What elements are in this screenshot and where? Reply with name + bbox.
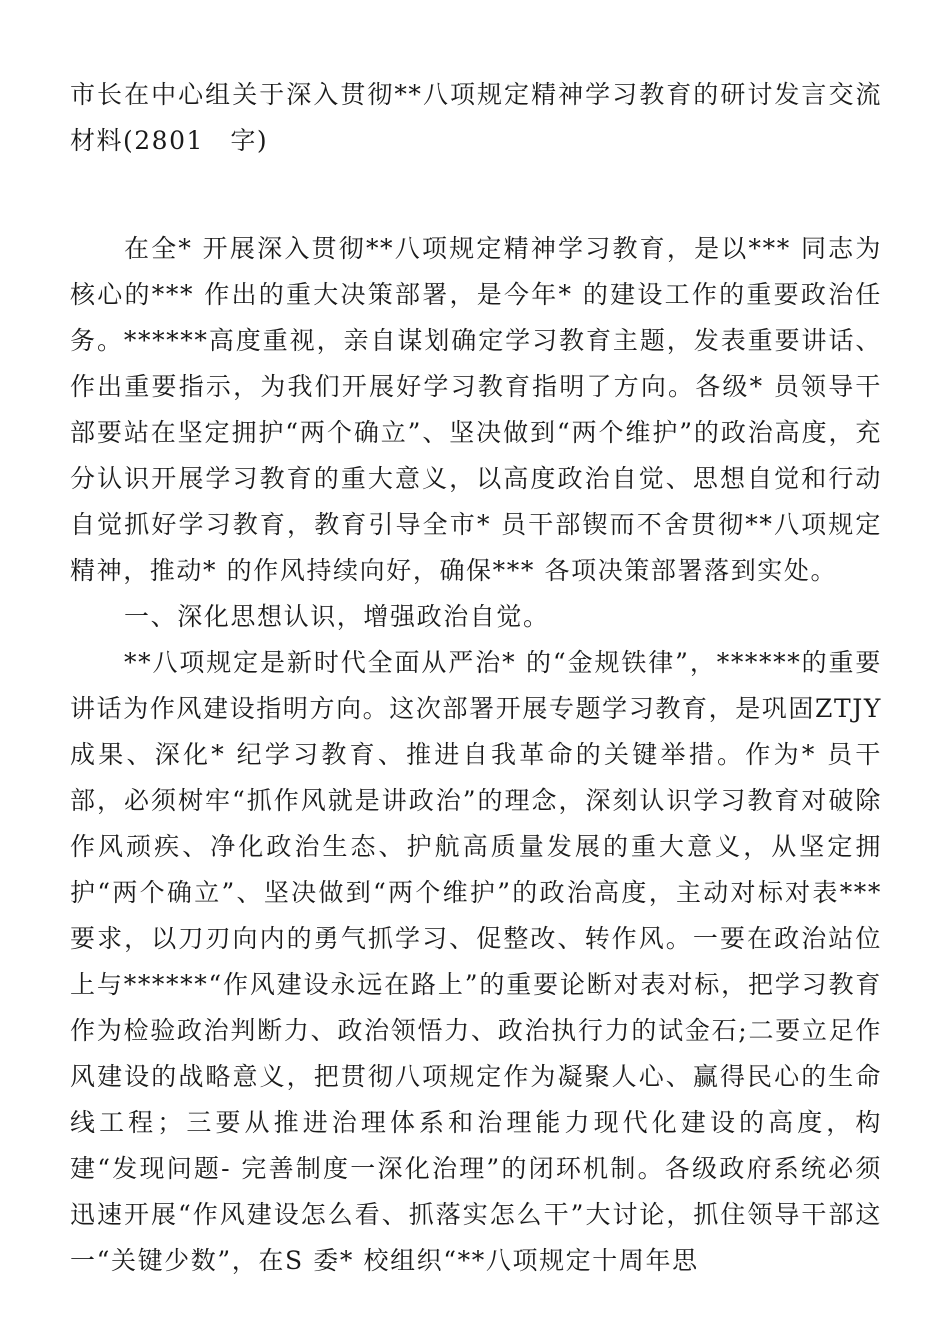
paragraph-intro: 在全* 开展深入贯彻**八项规定精神学习教育，是以*** 同志为核心的*** 作出的重大决策部署，是今年* 的建设工作的重要政治任务。******高度重视，亲自谋划确定学习教育主题，发表重要讲话、作出重要指示，为我们开展好学习教育指明了方向。各级* 员领导干部要站在坚定拥护“两个确立”、坚决做到“两个维护”的政治高度，充分认识开展学习教育的重大意义，以高度政治自觉、思想自觉和行动自觉抓好学习教育，教育引导全市* 员干部锲而不舍贯彻**八项规定精神，推动* 的作风持续向好，确保*** 各项决策部署落到实处。 (70, 234, 882, 585)
document-title: 市长在中心组关于深入贯彻**八项规定精神学习教育的研讨发言交流材料(2801 字) (70, 80, 882, 155)
paragraph-section-1: **八项规定是新时代全面从严治* 的“金规铁律”，******的重要讲话为作风建设指明方向。这次部署开展专题学习教育，是巩固ZTJY 成果、深化* 纪学习教育、推进自我革命的关键举措。作为* 员干部，必须树牢“抓作风就是讲政治”的理念，深刻认识学习教育对破除作风顽疾、净化政治生态、护航高质量发展的重大意义，从坚定拥护“两个确立”、坚决做到“两个维护”的政治高度，主动对标对表*** 要求，以刀刃向内的勇气抓学习、促整改、转作风。一要在政治站位上与******“作风建设永远在路上”的重要论断对表对标，把学习教育作为检验政治判断力、政治领悟力、政治执行力的试金石;二要立足作风建设的战略意义，把贯彻八项规定作为凝聚人心、赢得民心的生命线工程；三要从推进治理体系和治理能力现代化建设的高度，构建“发现问题- 完善制度一深化治理”的闭环机制。各级政府系统必须迅速开展“作风建设怎么看、抓落实怎么干”大讨论，抓住领导干部这一“关键少数”，在S 委* 校组织“**八项规定十周年思 (70, 648, 909, 1275)
document-page (70, 72, 909, 1284)
title-spacer (70, 164, 882, 226)
section-heading-1: 一、深化思想认识，增强政治自觉。 (124, 602, 550, 631)
